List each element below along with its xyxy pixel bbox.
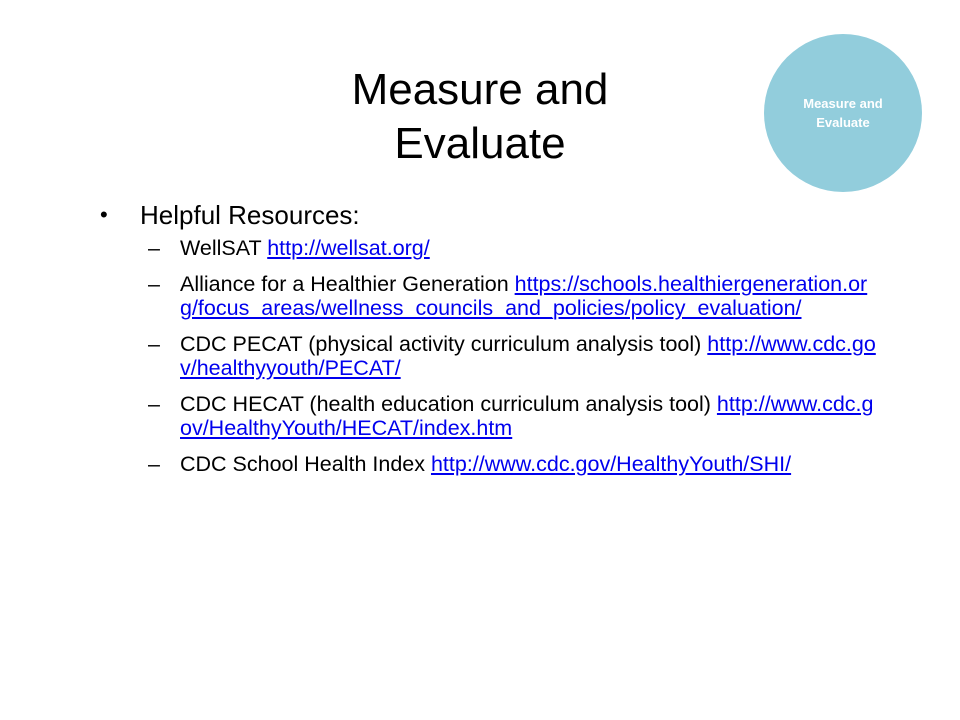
dash-icon: –	[148, 332, 160, 356]
dash-icon: –	[148, 236, 160, 260]
list-item-shi	[100, 452, 880, 476]
hecat-link[interactable]: http://www.cdc.gov/HealthyYouth/HECAT/index.htm	[180, 392, 874, 440]
content-area	[100, 198, 880, 488]
resource-label: CDC School Health Index	[180, 452, 431, 476]
resource-label: WellSAT	[180, 236, 268, 260]
badge-label: Measure and Evaluate	[803, 96, 883, 130]
resource-label: CDC HECAT (health education curriculum analysis tool)	[180, 392, 717, 416]
dash-icon: –	[148, 272, 160, 296]
dash-icon: –	[148, 452, 160, 476]
title-line-2: Evaluate	[394, 119, 566, 169]
list-item-healthier-generation	[100, 272, 880, 320]
resources-heading-row	[100, 198, 880, 232]
title-line-1: Measure and	[351, 65, 609, 115]
healthier-generation-link[interactable]: https://schools.healthiergeneration.org/focus_areas/wellness_councils_and_policies/policy_evaluation/	[180, 272, 868, 320]
list-item-wellsat	[100, 236, 880, 260]
resource-label: CDC PECAT (physical activity curriculum analysis tool)	[180, 332, 708, 356]
section-badge	[764, 34, 922, 192]
page-title	[240, 63, 720, 171]
pecat-link[interactable]: http://www.cdc.gov/healthyyouth/PECAT/	[180, 332, 876, 380]
shi-link[interactable]: http://www.cdc.gov/HealthyYouth/SHI/	[430, 452, 792, 476]
resources-heading: Helpful Resources:	[140, 200, 360, 230]
wellsat-link[interactable]: http://wellsat.org/	[267, 236, 430, 260]
resource-label: Alliance for a Healthier Generation	[180, 272, 515, 296]
dash-icon: –	[148, 392, 160, 416]
list-item-pecat	[100, 332, 880, 380]
resource-list	[100, 236, 880, 476]
bullet-icon: •	[100, 202, 108, 227]
list-item-hecat	[100, 392, 880, 440]
